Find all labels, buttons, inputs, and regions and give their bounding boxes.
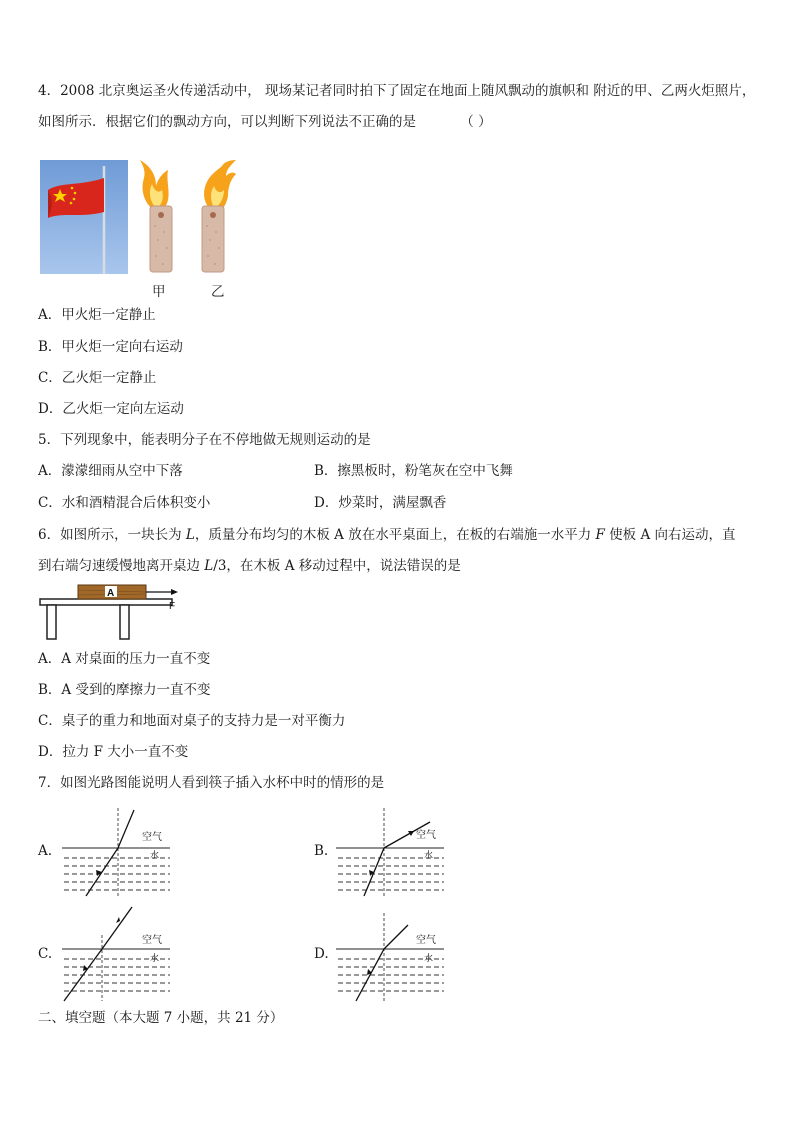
q6-option-c: C．桌子的重力和地面对桌子的支持力是一对平衡力 [38, 713, 346, 729]
table-board-diagram [38, 583, 188, 641]
q6-stem-line2 [38, 557, 461, 575]
q4-option-a: A．甲火炬一定静止 [38, 307, 156, 323]
q6-option-b: B．A 受到的摩擦力一直不变 [38, 682, 211, 698]
water-label: 水 [150, 954, 160, 964]
q7-label-c: C. [38, 946, 53, 962]
air-label: 空气 [416, 935, 436, 946]
q6-text-1a: 6．如图所示，一块长为 [38, 527, 186, 543]
q7-label-a: A. [38, 843, 53, 859]
torch-jia-image [134, 160, 184, 274]
q6-option-d: D．拉力 F 大小一直不变 [38, 744, 189, 760]
ray-diagram-a [62, 808, 172, 898]
q5-option-b: B．擦黑板时，粉笔灰在空中飞舞 [314, 463, 513, 479]
q6-symbol-L3: L [204, 558, 214, 574]
q4-stem-line2 [38, 113, 492, 131]
q6-text-1b: ，质量分布均匀的木板 A 放在水平桌面上，在板的右端施一水平力 [194, 527, 596, 543]
label-jia: 甲 [152, 284, 166, 300]
q6-stem-line1 [38, 526, 735, 544]
q4-option-c: C．乙火炬一定静止 [38, 370, 157, 386]
q6-text-2a: 到右端匀速缓慢地离开桌边 [38, 558, 205, 574]
answer-paren: （ ） [460, 114, 492, 130]
torch-yi-image [196, 160, 246, 274]
flag-photo [40, 160, 128, 274]
force-label-f: F [169, 601, 176, 612]
board-label-a: A [107, 588, 115, 599]
q5-option-c: C．水和酒精混合后体积变小 [38, 495, 211, 511]
q4-stem-line1: 4．2008 北京奥运圣火传递活动中， 现场某记者同时拍下了固定在地面上随风飘动的旗帜和 附近的甲、乙两火炬照片， [38, 83, 756, 99]
water-label: 水 [424, 851, 434, 861]
q5-option-d: D．炒菜时，满屋飘香 [314, 495, 447, 511]
section-heading-fill-in: 二、填空题（本大题 7 小题，共 21 分） [38, 1010, 284, 1026]
air-label: 空气 [142, 935, 162, 946]
q5-option-a: A．濛濛细雨从空中下落 [38, 463, 183, 479]
air-label: 空气 [416, 830, 436, 841]
force-arrow-icon [171, 589, 178, 595]
ray-diagram-c [62, 905, 172, 1003]
q6-text-2b: /3，在木板 A 移动过程中，说法错误的是 [213, 558, 461, 574]
water-label: 水 [424, 954, 434, 964]
q7-label-b: B. [314, 843, 329, 859]
q4-option-b: B．甲火炬一定向右运动 [38, 339, 183, 355]
q6-text-1c: 使板 A 向右运动，直 [604, 527, 736, 543]
q4-stem-text: 如图所示．根据它们的飘动方向，可以判断下列说法不正确的是 [38, 114, 416, 130]
q7-label-d: D. [314, 946, 329, 962]
q4-option-d: D．乙火炬一定向左运动 [38, 401, 184, 417]
ray-diagram-d [336, 905, 446, 1003]
q7-stem: 7．如图光路图能说明人看到筷子插入水杯中时的情形的是 [38, 775, 385, 791]
q5-stem: 5．下列现象中，能表明分子在不停地做无规则运动的是 [38, 432, 371, 448]
label-yi: 乙 [211, 284, 225, 300]
water-label: 水 [150, 851, 160, 861]
air-label: 空气 [142, 832, 162, 843]
ray-diagram-b [336, 808, 446, 898]
q6-symbol-F: F [595, 527, 605, 543]
q6-symbol-L: L [185, 527, 195, 543]
q6-option-a: A．A 对桌面的压力一直不变 [38, 651, 211, 667]
